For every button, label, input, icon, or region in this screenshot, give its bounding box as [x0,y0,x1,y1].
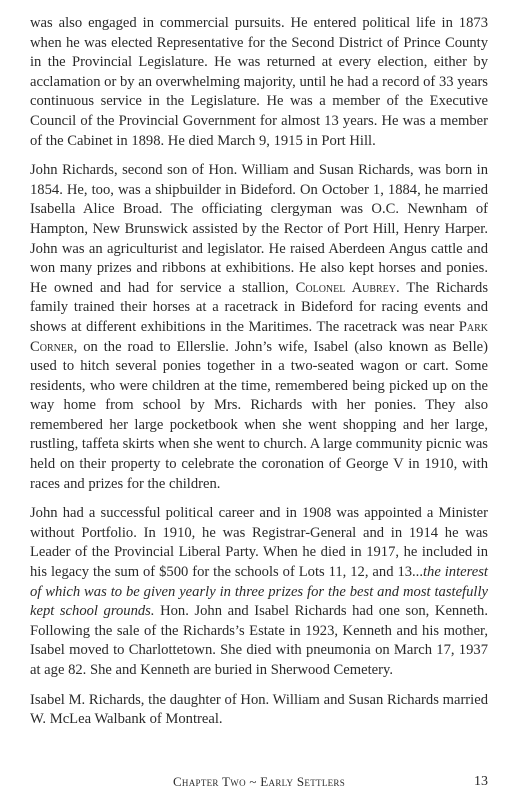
horse-name: Colonel Aubrey [295,279,397,296]
paragraph-1: was also engaged in commercial pursuits. He entered political life in 1873 when he was elected Representative for the Second District of Prince County in the Provincial Legislature. He was returned at every election, either by acclamation or by an overwhelming majority, until he had a record of 33 years continuous service in the Legislature. He was a member of the Executive Council of the Provincial Government for almost 13 years. He was a member of the Cabinet in 1898. He died March 9, 1915 in Port Hill. [30,15,488,149]
page-footer [30,774,488,794]
place-name: Park Corner [30,318,488,355]
paragraph-2 [30,161,488,494]
paragraph-3 [30,504,488,680]
chapter-title: Chapter Two ~ Early Settlers [172,774,346,789]
paragraph-2-text-a: John Richards, second son of Hon. William and Susan Richards, was born in 1854. He, too, was a shipbuilder in Bideford. On October 1, 1884, he married Isabella Alice Broad. The officiating clergyman was O.C. Newnham of Hampton, New Brunswick assisted by the Rector of Port Hill, Henry Harper. John was an agriculturist and legislator. He raised Aberdeen Angus cattle and won many prizes and ribbons at exhibitions. He also kept horses and ponies. He owned and had for service a stallion, [30,162,488,296]
paragraph-3-text-a: John had a successful political career and in 1908 was appointed a Minister without Portfolio. In 1910, he was Registrar-General and in 1914 he was Leader of the Provincial Liberal Party. When he died in 1917, he included in his legacy the sum of $500 for the schools of Lots 11, 12, and 13... [30,505,488,581]
legacy-quote: the interest of which was to be given yearly in three prizes for the best and most tastefully kept school grounds. [30,564,488,620]
page-body [30,14,488,740]
paragraph-2-text-c: , on the road to Ellerslie. John’s wife, Isabel (also known as Belle) used to hitch several ponies together in a two-seated wagon or cart. Some residents, who were children at the time, remembered being picked up on the way home from school by Mrs. Richards with her ponies. They also remembered her large pocketbook when she went shopping and her large, rustling, taffeta skirts when she went to church. A large community picnic was held on their property to celebrate the coronation of George V in 1910, with races and prizes for the children. [30,338,488,492]
page-number: 13 [474,774,488,789]
paragraph-4: Isabel M. Richards, the daughter of Hon. William and Susan Richards married W. McLea Walbank of Montreal. [30,691,488,728]
paragraph-3-text-b: Hon. John and Isabel Richards had one son, Kenneth. Following the sale of the Richards’s Estate in 1923, Kenneth and his mother, Isabel moved to Charlottetown. She died with pneumonia on March 17, 1937 at age 82. She and Kenneth are buried in Sherwood Cemetery. [30,603,488,678]
paragraph-2-text-b: . The Richards family trained their horses at a racetrack in Bideford for racing events and shows at different exhibitions in the Maritimes. The racetrack was near [30,279,488,335]
